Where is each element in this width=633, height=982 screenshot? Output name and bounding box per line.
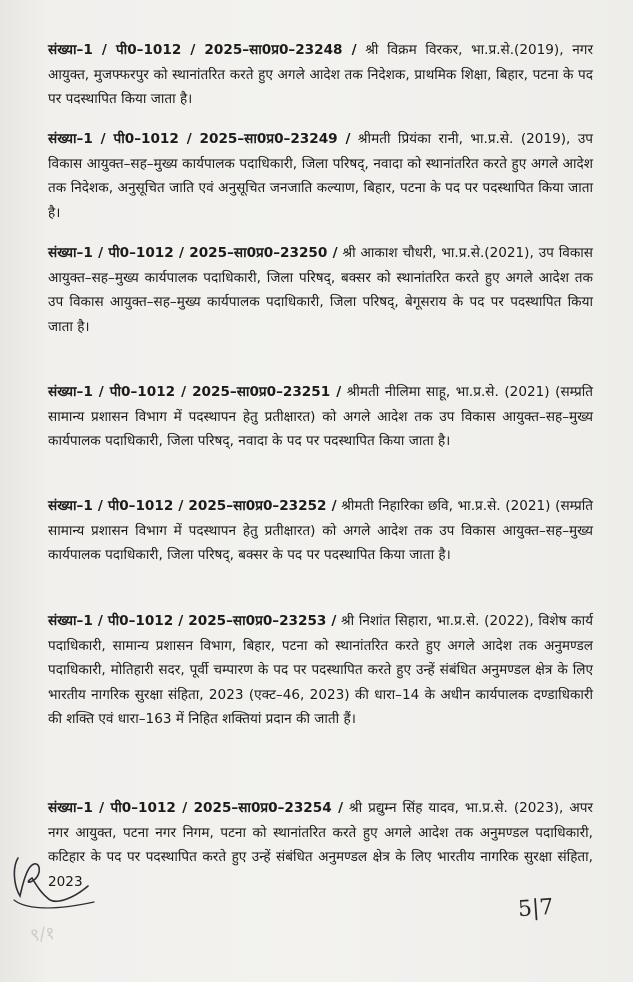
order-number: संख्या–1 / पी0–1012 / 2025–सा0प्र0–23250 /: [48, 245, 338, 261]
order-number: संख्या–1 / पी0–1012 / 2025–सा0प्र0–23248 /: [48, 42, 357, 58]
order-number: संख्या–1 / पी0–1012 / 2025–सा0प्र0–23249 /: [48, 131, 351, 147]
order-paragraph: [48, 609, 593, 732]
order-paragraph: [48, 380, 593, 454]
order-number: संख्या–1 / पी0–1012 / 2025–सा0प्र0–23251 /: [48, 384, 342, 400]
order-paragraph: [48, 127, 593, 225]
page-number: 5|7: [517, 894, 555, 923]
order-paragraph: [48, 38, 593, 112]
order-text: श्री विक्रम विरकर, भा.प्र.से.(2019), नगर आयुक्त, मुजफ्फरपुर को स्थानांतरित करते हुए अगले आदेश तक निदेशक, प्राथमिक शिक्षा, बिहार, पटना के पद पर पदस्थापित किया जाता है।: [48, 42, 594, 108]
order-paragraph: [48, 494, 593, 568]
order-paragraph: [48, 241, 593, 339]
order-text: श्रीमती नीलिमा साहू, भा.प्र.से. (2021) (सम्प्रति सामान्य प्रशासन विभाग में पदस्थापन हेतु प्रतीक्षारत) को अगले आदेश तक उप विकास आयुक्त–सह–मुख्य कार्यपालक पदाधिकारी, जिला परिषद्, नवादा के पद पर पदस्थापित किया जाता है।: [48, 384, 594, 450]
order-text: श्री आकाश चौधरी, भा.प्र.से.(2021), उप विकास आयुक्त–सह–मुख्य कार्यपालक पदाधिकारी, जिला परिषद्, बक्सर को स्थानांतरित करते हुए अगले आदेश तक उप विकास आयुक्त–सह–मुख्य कार्यपालक पदाधिकारी, जिला परिषद्, बेगूसराय के पद पर पदस्थापित किया जाता है।: [48, 245, 593, 335]
order-number: संख्या–1 / पी0–1012 / 2025–सा0प्र0–23252 /: [48, 498, 337, 514]
handwritten-signature: [4, 848, 104, 918]
order-text: श्री निशांत सिहारा, भा.प्र.से. (2022), विशेष कार्य पदाधिकारी, सामान्य प्रशासन विभाग, बिहार, पटना को स्थानांतरित करते हुए अगले आदेश तक अनुमण्डल पदाधिकारी, मोतिहारी सदर, पूर्वी चम्पारण के पद पर पदस्थापित करते हुए उन्हें संबंधित अनुमण्डल क्षेत्र के लिए भारतीय नागरिक सुरक्षा संहिता, 2023 (एक्ट–46, 2023) की धारा–14 के अधीन कार्यपालक दण्डाधिकारी की शक्ति एवं धारा–163 में निहित शक्तियां प्रदान की जाती हैं।: [48, 613, 593, 728]
order-text: श्रीमती निहारिका छवि, भा.प्र.से. (2021) (सम्प्रति सामान्य प्रशासन विभाग में पदस्थापन हेतु प्रतीक्षारत) को अगले आदेश तक उप विकास आयुक्त–सह–मुख्य कार्यपालक पदाधिकारी, जिला परिषद्, बक्सर के पद पर पदस्थापित किया जाता है।: [48, 498, 593, 564]
order-paragraph: [48, 796, 593, 894]
order-number: संख्या–1 / पी0–1012 / 2025–सा0प्र0–23253 /: [48, 613, 337, 629]
order-text: श्री प्रद्युम्न सिंह यादव, भा.प्र.से. (2023), अपर नगर आयुक्त, पटना नगर निगम, पटना को स्थानांतरित करते हुए अगले आदेश तक अनुमण्डल पदाधिकारी, कटिहार के पद पर पदस्थापित करते हुए उन्हें संबंधित अनुमण्डल क्षेत्र के लिए भारतीय नागरिक सुरक्षा संहिता, 2023: [48, 800, 593, 890]
order-text: श्रीमती प्रियंका रानी, भा.प्र.से. (2019), उप विकास आयुक्त–सह–मुख्य कार्यपालक पदाधिकारी, जिला परिषद्, नवादा को स्थानांतरित करते हुए अगले आदेश तक निदेशक, अनुसूचित जाति एवं अनुसूचित जनजाति कल्याण, बिहार, पटना के पद पर पदस्थापित किया जाता है।: [48, 131, 593, 221]
order-number: संख्या–1 / पी0–1012 / 2025–सा0प्र0–23254 /: [48, 800, 344, 816]
bleed-through-mark: ९/१: [29, 922, 56, 947]
